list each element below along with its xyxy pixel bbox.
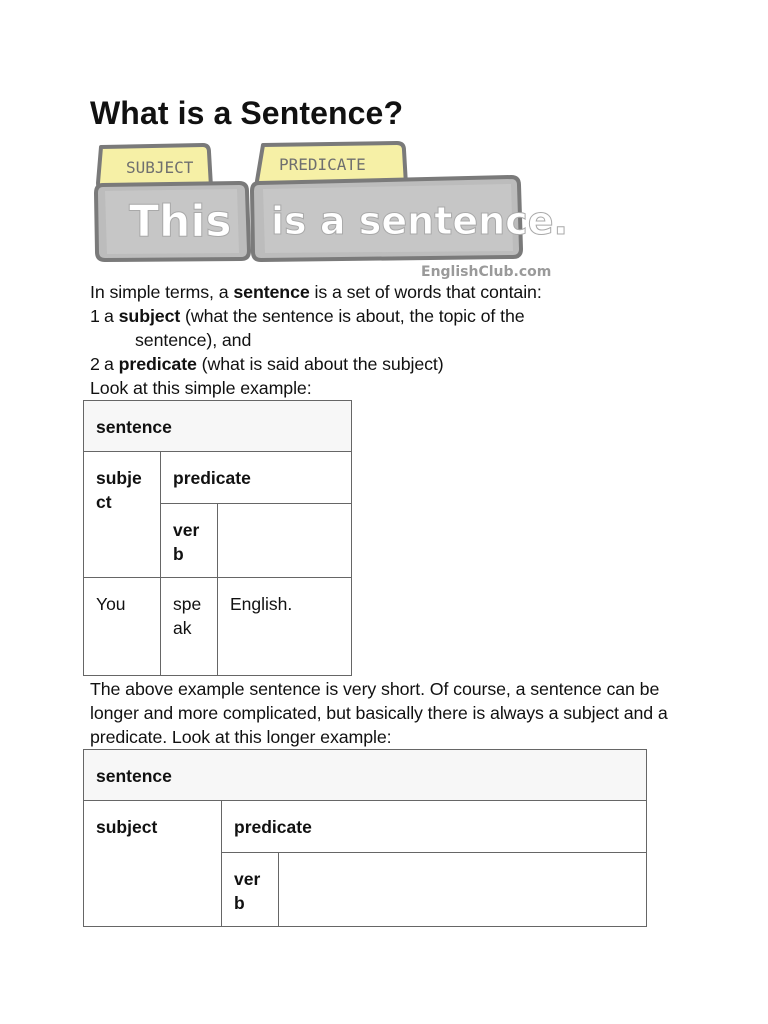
list-text-end: (what the sentence is about, the topic of the — [180, 306, 525, 326]
predicate-tab-label: PREDICATE — [279, 155, 366, 174]
table-row — [84, 801, 647, 853]
term-subject: subject — [118, 306, 181, 326]
table-cell-subject: subject — [84, 452, 161, 578]
term-predicate: predicate — [118, 354, 197, 374]
table-cell-subject: subject — [84, 801, 222, 927]
table-cell-predicate: predicate — [161, 452, 352, 504]
table-cell-predicate: predicate — [222, 801, 647, 853]
predicate-words: is a sentence. — [271, 199, 568, 243]
list-number: 2 — [90, 354, 100, 374]
list-text: a — [104, 306, 119, 326]
longer-example-table — [83, 749, 647, 927]
definition-text: In simple terms, a — [90, 282, 234, 302]
table-cell-verb: verb — [222, 853, 279, 927]
subject-tab-label: SUBJECT — [126, 158, 194, 177]
table-cell-verb: verb — [161, 504, 218, 578]
example-intro: Look at this simple example: — [90, 378, 312, 398]
intro-text — [90, 280, 680, 400]
explanation-paragraph: The above example sentence is very short. Of course, a sentence can be longer and more complicated, but basically there is always a subject and a predicate. Look at this longer example: — [90, 679, 668, 747]
table-cell-english: English. — [218, 578, 352, 676]
list-number: 1 — [90, 306, 100, 326]
table-row — [84, 578, 352, 676]
englishclub-watermark: EnglishClub.com — [421, 264, 552, 280]
sentence-illustration — [91, 139, 568, 281]
definition-text-end: is a set of words that contain: — [309, 282, 542, 302]
table-row — [84, 750, 647, 801]
term-sentence: sentence — [233, 282, 310, 302]
table-row — [84, 452, 352, 504]
table-row — [84, 401, 352, 452]
list-item-subject-continuation: sentence), and — [135, 330, 252, 350]
table-cell-empty — [218, 504, 352, 578]
page-title: What is a Sentence? — [90, 95, 404, 131]
table-cell-speak: speak — [161, 578, 218, 676]
simple-example-table — [83, 400, 352, 676]
sentence-illustration-graphic — [91, 139, 568, 281]
table-header-sentence: sentence — [84, 401, 352, 452]
table-cell-you: You — [84, 578, 161, 676]
table-header-sentence: sentence — [84, 750, 647, 801]
subject-word: This — [129, 196, 232, 247]
list-text: a — [104, 354, 119, 374]
table-cell-empty — [279, 853, 647, 927]
list-item-subject — [90, 304, 680, 328]
list-item-predicate — [90, 352, 680, 376]
definition-line — [90, 280, 680, 304]
list-text-end: (what is said about the subject) — [196, 354, 444, 374]
